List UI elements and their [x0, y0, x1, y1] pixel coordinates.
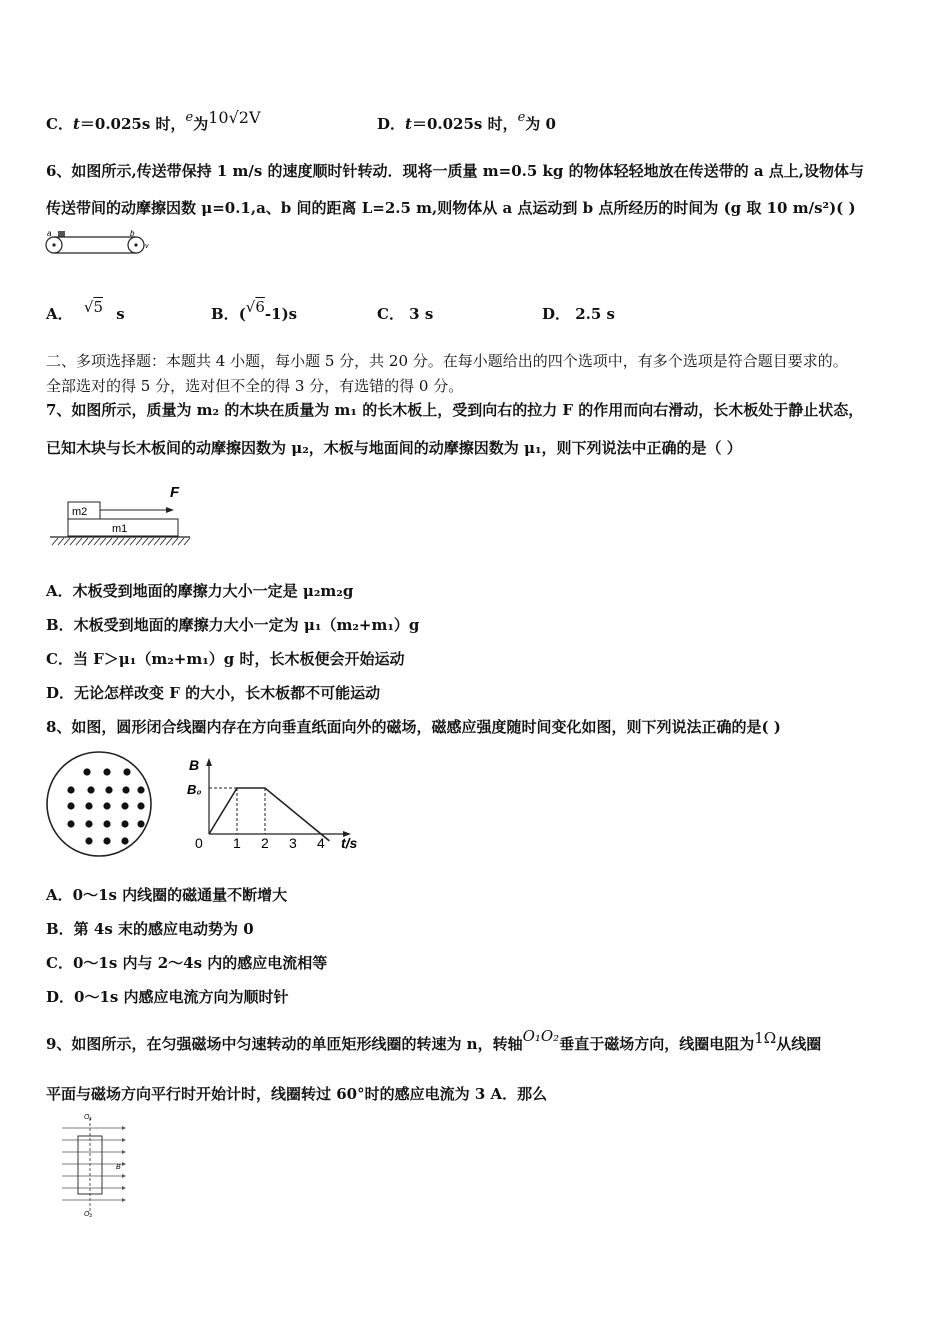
label-o2: O₂ [84, 1211, 93, 1218]
coil-magnetic-field-figure [44, 748, 160, 860]
label-b-field: B [116, 1164, 121, 1171]
label-force-f: F [170, 484, 180, 501]
q6-option-c: C． 3 s [377, 305, 434, 323]
b-t-graph [185, 752, 370, 856]
q6-option-d: D． 2.5 s [542, 305, 615, 323]
x-tick-label-4: 4 [317, 835, 325, 851]
b0-label: B₀ [187, 782, 202, 797]
x-tick-label-3: 3 [289, 835, 297, 851]
label-m2: m2 [72, 506, 88, 518]
label-m1: m1 [112, 523, 128, 535]
rotating-coil-figure [58, 1110, 134, 1220]
board-block-figure [46, 480, 196, 550]
q6-stem-line2: 传送带间的动摩擦因数 μ=0.1,a、b 间的距离 L=2.5 m,则物体从 a 点运动到 b 点所经历的时间为 (g 取 10 m/s²)( ) [46, 199, 856, 217]
x-tick-label-1: 1 [233, 835, 241, 851]
q6-option-a: A． √5 s [46, 298, 125, 323]
q7-stem-line1: 7、如图所示，质量为 m₂ 的木块在质量为 m₁ 的长木板上，受到向右的拉力 F 的作用而向右滑动，长木板处于静止状态， [46, 401, 864, 419]
block [58, 231, 65, 237]
section2-heading-line1: 二、多项选择题：本题共 4 小题，每小题 5 分，共 20 分。在每小题给出的四个选项中，有多个选项是符合题目要求的。 [46, 352, 848, 370]
field-lines [62, 1128, 122, 1200]
y-axis-arrow [206, 758, 212, 766]
q8-option-a: A．0～1s 内线圈的磁通量不断增大 [46, 886, 288, 904]
ground-hatch [52, 538, 190, 545]
b-series-line [209, 788, 329, 841]
q7-stem-line2: 已知木块与长木板间的动摩擦因数为 μ₂，木板与地面间的动摩擦因数为 μ₁，则下列说法中正确的是（ ） [46, 439, 742, 457]
x-axis-label: t/s [341, 835, 358, 851]
q6-stem-line1: 6、如图所示,传送带保持 1 m/s 的速度顺时针转动．现将一质量 m=0.5 kg 的物体轻轻地放在传送带的 a 点上,设物体与 [46, 162, 865, 180]
q8-option-c: C．0～1s 内与 2～4s 内的感应电流相等 [46, 954, 328, 972]
coil-circle [47, 752, 151, 856]
q5-option-c: C．t＝0.025s 时，e为10√2V [46, 108, 261, 133]
label-b: b [130, 229, 135, 238]
q7-option-d: D．无论怎样改变 F 的大小，长木板都不可能运动 [46, 684, 381, 702]
q8-option-b: B．第 4s 末的感应电动势为 0 [46, 920, 254, 938]
q8-stem: 8、如图，圆形闭合线圈内存在方向垂直纸面向外的磁场，磁感应强度随时间变化如图，则下列说法正确的是( ) [46, 718, 781, 736]
q7-option-c: C．当 F＞μ₁（m₂+m₁）g 时，长木板便会开始运动 [46, 650, 405, 668]
q7-option-b: B．木板受到地面的摩擦力大小一定为 μ₁（m₂+m₁）g [46, 616, 420, 634]
y-axis-label: B [189, 757, 200, 773]
label-v: v [145, 243, 149, 250]
q7-option-a: A．木板受到地面的摩擦力大小一定是 μ₂m₂g [46, 582, 354, 600]
q6-option-b: B．(√6-1)s [211, 298, 298, 323]
q5-option-d: D．t＝0.025s 时，e为 0 [377, 110, 556, 133]
conveyor-belt-figure [44, 228, 154, 258]
q9-stem-line2: 平面与磁场方向平行时开始计时，线圈转过 60°时的感应电流为 3 A．那么 [46, 1085, 548, 1103]
section2-heading-line2: 全部选对的得 5 分，选对但不全的得 3 分，有选错的得 0 分。 [46, 377, 464, 395]
x-tick-label-2: 2 [261, 835, 269, 851]
field-dots [67, 768, 144, 844]
q9-stem-line1: 9、如图所示，在匀强磁场中匀速转动的单匝矩形线圈的转速为 n，转轴O₁O₂垂直于磁场方向，线圈电阻为1Ω从线圈 [46, 1027, 822, 1053]
q8-option-d: D．0～1s 内感应电流方向为顺时针 [46, 988, 289, 1006]
label-o1: O₁ [84, 1114, 92, 1121]
label-a: a [47, 229, 52, 238]
origin-label: 0 [195, 835, 203, 851]
